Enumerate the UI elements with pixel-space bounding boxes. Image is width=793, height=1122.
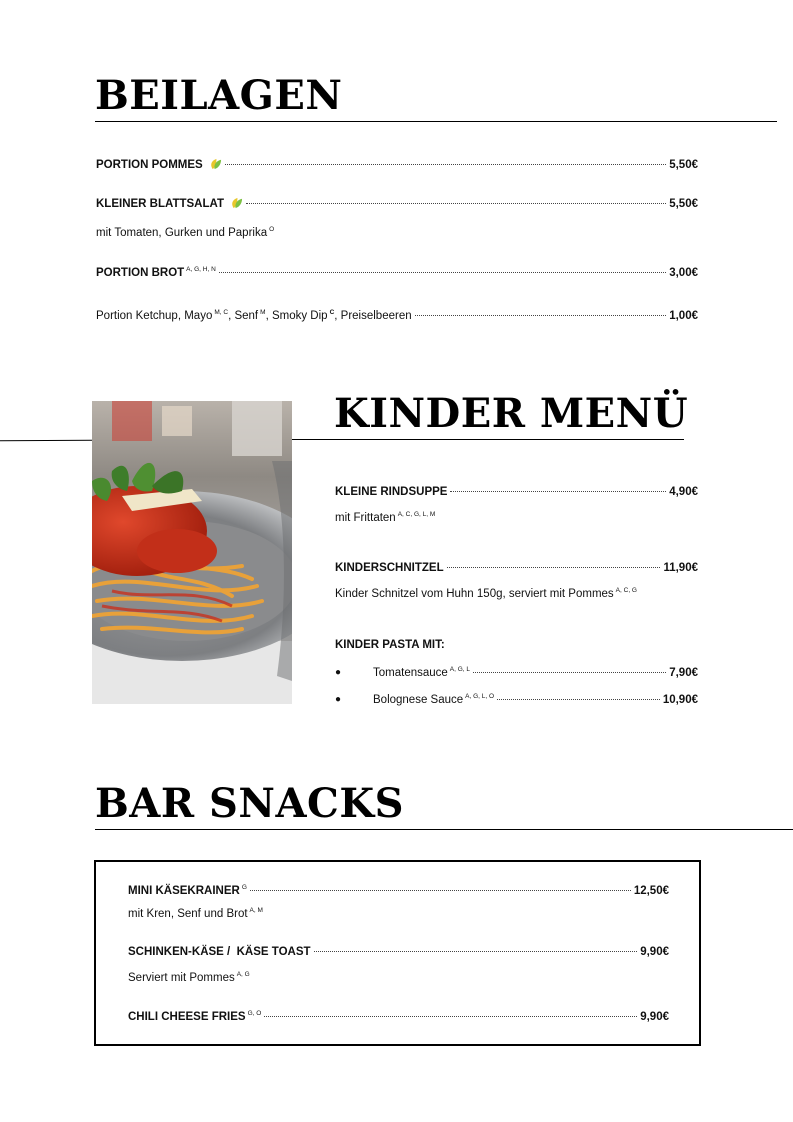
menu-item-kinderschnitzel [335, 562, 698, 574]
item-description: Serviert mit Pommes $^{A, G}$ [128, 971, 250, 984]
item-name: CHILI CHEESE FRIES $^{G, O}$ [128, 1010, 262, 1023]
item-price: 9,90€ [640, 1010, 669, 1023]
dot-leader [225, 164, 667, 165]
item-name: KLEINER BLATTSALAT [96, 196, 243, 210]
section-divider [0, 440, 92, 441]
item-name: MINI KÄSEKRAINER $^G$ [128, 884, 247, 897]
dot-leader [450, 491, 666, 492]
item-price: 3,00€ [669, 266, 698, 279]
item-name: PORTION BROT $^{A, G, H, N}$ [96, 266, 216, 279]
section-divider [95, 829, 793, 830]
item-price: 1,00€ [669, 309, 698, 322]
spaghetti-photo [92, 401, 292, 704]
menu-item-mini-kaesekrainer [128, 884, 669, 897]
menu-item-schinken-kaese-toast [128, 946, 669, 958]
menu-item-chili-cheese-fries [128, 1010, 669, 1023]
item-name: PORTION POMMES [96, 157, 222, 171]
dot-leader [314, 951, 638, 952]
item-name: SCHINKEN-KÄSE / KÄSE TOAST [128, 946, 311, 958]
item-price: 4,90€ [669, 486, 698, 498]
item-description: mit Frittaten $^{A, C, G, L, M}$ [335, 511, 436, 524]
item-price: 10,90€ [662, 693, 698, 706]
dot-leader [264, 1016, 637, 1017]
leaf-icon [230, 196, 243, 209]
dot-leader [219, 272, 666, 273]
item-name: Tomatensauce $^{A, G, L}$ [373, 666, 471, 679]
bullet-icon: ● [335, 694, 342, 705]
pasta-heading: KINDER PASTA MIT: [335, 639, 445, 651]
menu-item-tomatensauce [373, 666, 698, 679]
item-description: mit Tomaten, Gurken und Paprika $^O$ [96, 226, 275, 239]
item-price: 5,50€ [669, 198, 698, 210]
leaf-icon [209, 157, 222, 170]
item-name: Bolognese Sauce $^{A, G, L, O}$ [373, 693, 495, 706]
menu-item-kleiner-blattsalat [96, 196, 698, 210]
item-description: Kinder Schnitzel vom Huhn 150g, serviert mit Pommes $^{A, C, G}$ [335, 587, 637, 600]
section-divider [292, 439, 684, 440]
dot-leader [497, 699, 660, 700]
menu-item-extras [96, 309, 698, 322]
section-title-kinder-menu: KINDER MENÜ [334, 390, 689, 437]
item-price: 9,90€ [640, 946, 669, 958]
item-name: KINDERSCHNITZEL [335, 562, 444, 574]
item-description: mit Kren, Senf und Brot $^{A, M}$ [128, 907, 263, 920]
item-price: 12,50€ [633, 884, 669, 897]
menu-item-bolognese-sauce [373, 693, 698, 706]
dot-leader [415, 315, 667, 316]
item-price: 11,90€ [663, 562, 698, 574]
item-name: Portion Ketchup, Mayo $^{M, C}$, Senf $^M$, Smoky Dip $^C$, Preiselbeeren [96, 309, 412, 322]
dot-leader [473, 672, 666, 673]
dot-leader [447, 567, 661, 568]
section-title-beilagen: BEILAGEN [95, 72, 343, 119]
item-price: 5,50€ [669, 159, 698, 171]
menu-item-portion-pommes [96, 157, 698, 171]
menu-item-kleine-rindsuppe [335, 486, 698, 498]
menu-item-portion-brot [96, 266, 698, 279]
item-name: KLEINE RINDSUPPE [335, 486, 448, 498]
section-divider [95, 121, 777, 122]
dot-leader [246, 203, 666, 204]
dot-leader [250, 890, 631, 891]
item-price: 7,90€ [669, 666, 698, 679]
bullet-icon: ● [335, 667, 342, 678]
section-title-bar-snacks: BAR SNACKS [95, 780, 404, 827]
